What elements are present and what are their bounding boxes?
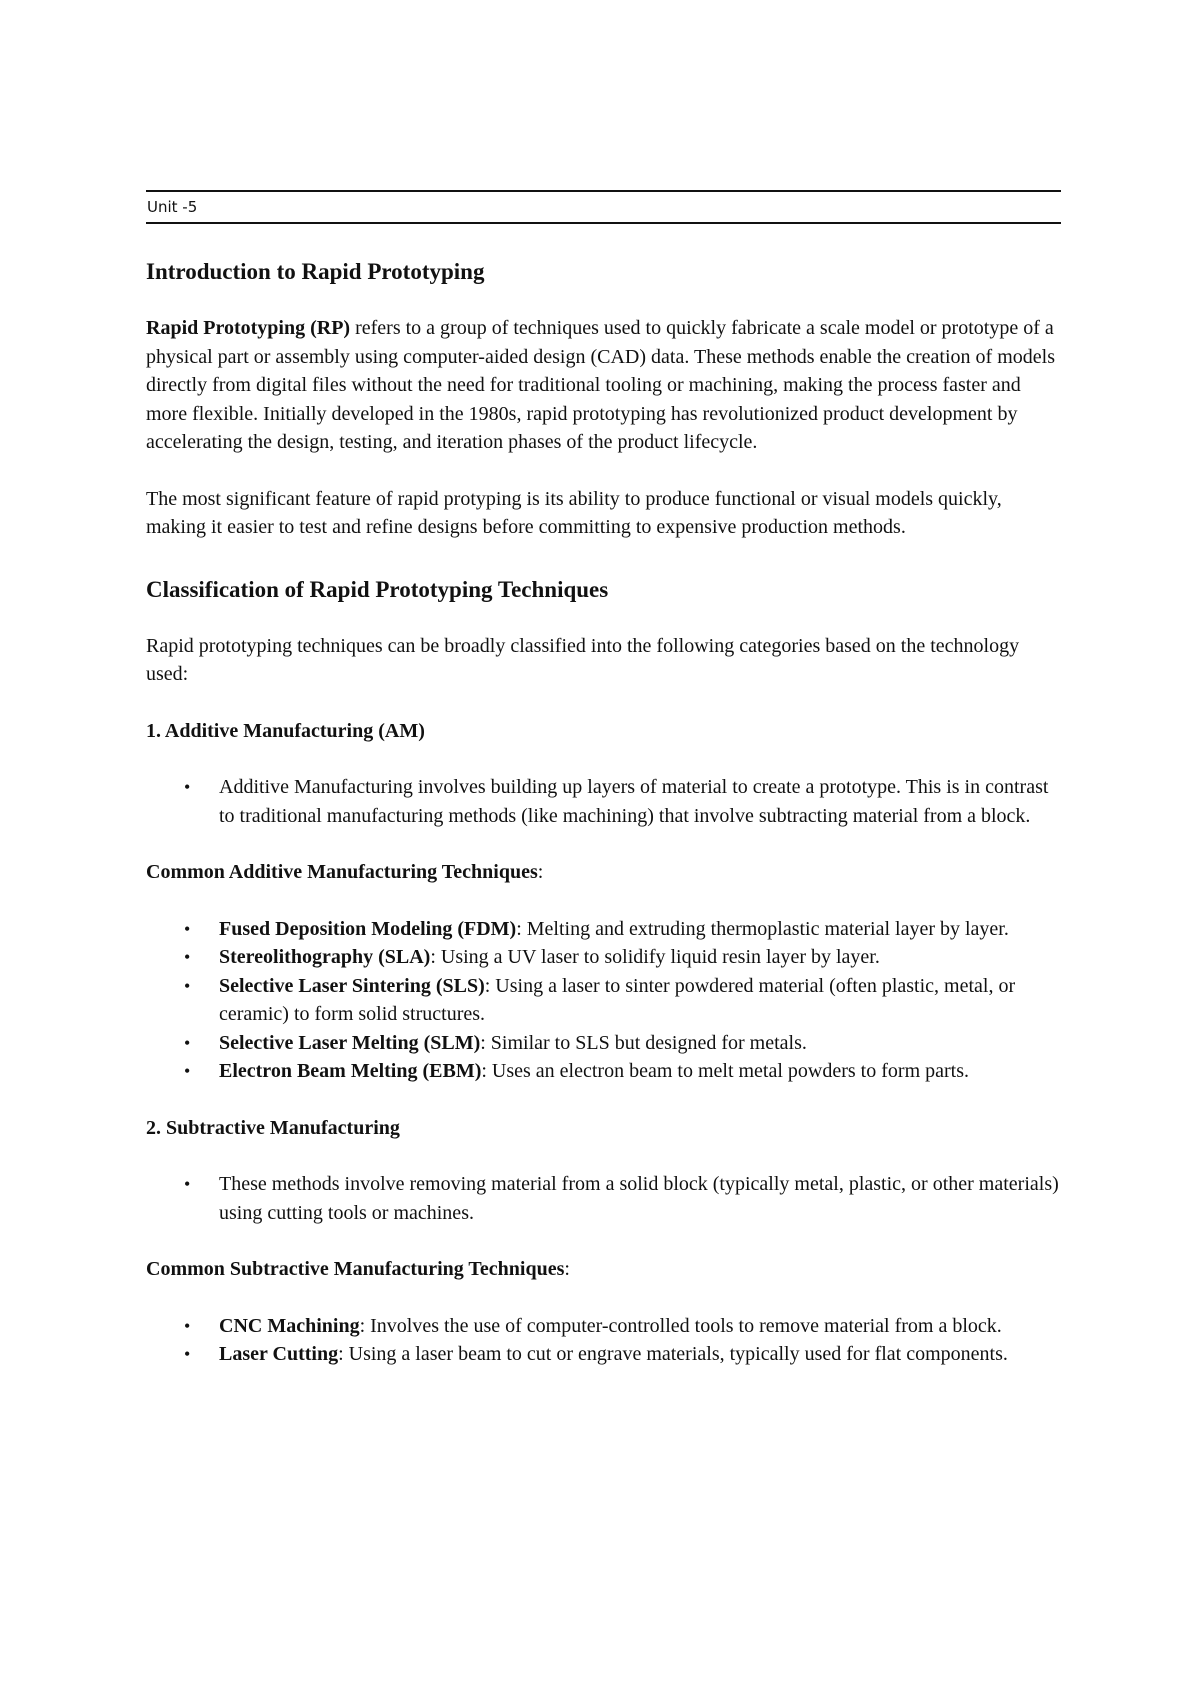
bullet-icon: •: [184, 975, 191, 996]
technique-name: Electron Beam Melting (EBM): [219, 1060, 482, 1082]
list-item: [146, 943, 1061, 972]
colon: :: [564, 1258, 570, 1280]
subtractive-techniques-heading: [146, 1255, 1061, 1284]
technique-desc: : Melting and extruding thermoplastic material layer by layer.: [516, 917, 1009, 940]
rp-term: Rapid Prototyping (RP): [146, 317, 351, 339]
subtractive-heading: 2. Subtractive Manufacturing: [146, 1116, 400, 1139]
technique-name: Selective Laser Melting (SLM): [219, 1031, 481, 1054]
list-item: [146, 972, 1061, 1029]
list-item: [146, 1340, 1061, 1369]
list-item: [146, 1170, 1061, 1227]
bullet-icon: •: [184, 777, 191, 797]
additive-techniques-heading: [146, 858, 1061, 887]
technique-desc: : Uses an electron beam to melt metal powders to form parts.: [481, 1060, 969, 1082]
intro-title: Introduction to Rapid Prototyping: [146, 259, 485, 284]
subtractive-techniques-heading-text: Common Subtractive Manufacturing Techniques: [146, 1258, 565, 1280]
list-item: [146, 1029, 1061, 1058]
intro-paragraph-2: The most significant feature of rapid protyping is its ability to produce functional or visual models quickly, making it easier to test and refine designs before committing to expensive production methods.: [146, 487, 1002, 538]
intro-paragraph-1: [146, 314, 1061, 457]
list-item: [146, 1057, 1061, 1086]
bullet-icon: •: [184, 1344, 191, 1364]
bullet-icon: •: [184, 1174, 191, 1194]
subtractive-techniques-list: [146, 1312, 1061, 1369]
technique-desc: : Using a laser to sinter powdered material (often plastic, metal, or ceramic) to form solid structures.: [219, 974, 1016, 1025]
technique-name: Stereolithography (SLA): [219, 946, 431, 968]
classification-intro: Rapid prototyping techniques can be broadly classified into the following categories based on the technology used:: [146, 634, 1020, 685]
list-item: [146, 773, 1061, 830]
list-item: [146, 1312, 1061, 1341]
additive-techniques-list: [146, 915, 1061, 1086]
document-page: [146, 190, 1061, 1369]
technique-name: CNC Machining: [219, 1314, 360, 1337]
bullet-icon: •: [184, 1315, 191, 1336]
technique-desc: : Using a UV laser to solidify liquid resin layer by layer.: [430, 946, 880, 968]
classification-title: Classification of Rapid Prototyping Techniques: [146, 576, 609, 602]
intro-paragraph-1-text: refers to a group of techniques used to quickly fabricate a scale model or prototype of a physical part or assembly using computer-aided design (CAD) data. These methods enable the creation of models directly from digital files without the need for traditional tooling or machining, making the process faster and more flexible. Initially developed in the 1980s, rapid prototyping has revolutionized product development by accelerating the design, testing, and iteration phases of the product lifecycle.: [146, 317, 1055, 453]
additive-description: Additive Manufacturing involves building up layers of material to create a prototype. This is in contrast to traditional manufacturing methods (like machining) that involve subtracting material from a block.: [219, 776, 1049, 827]
technique-desc: : Similar to SLS but designed for metals.: [480, 1031, 807, 1054]
technique-name: Selective Laser Sintering (SLS): [219, 974, 485, 997]
bullet-icon: •: [184, 918, 191, 939]
list-item: [146, 915, 1061, 944]
bullet-icon: •: [184, 947, 191, 967]
header-bottom-rule: [146, 222, 1061, 224]
additive-techniques-heading-text: Common Additive Manufacturing Techniques: [146, 861, 538, 883]
technique-name: Fused Deposition Modeling (FDM): [219, 917, 517, 940]
unit-label: Unit -5: [147, 198, 198, 216]
additive-heading: 1. Additive Manufacturing (AM): [146, 719, 425, 742]
technique-name: Laser Cutting: [219, 1343, 339, 1365]
technique-desc: : Using a laser beam to cut or engrave materials, typically used for flat components.: [338, 1343, 1008, 1365]
subtractive-description: These methods involve removing material from a solid block (typically metal, plastic, or other materials) using cutting tools or machines.: [219, 1173, 1059, 1224]
additive-description-list: [146, 773, 1061, 830]
subtractive-description-list: [146, 1170, 1061, 1227]
technique-desc: : Involves the use of computer-controlled tools to remove material from a block.: [359, 1314, 1002, 1337]
bullet-icon: •: [184, 1032, 191, 1053]
bullet-icon: •: [184, 1061, 191, 1081]
colon: :: [537, 861, 544, 883]
